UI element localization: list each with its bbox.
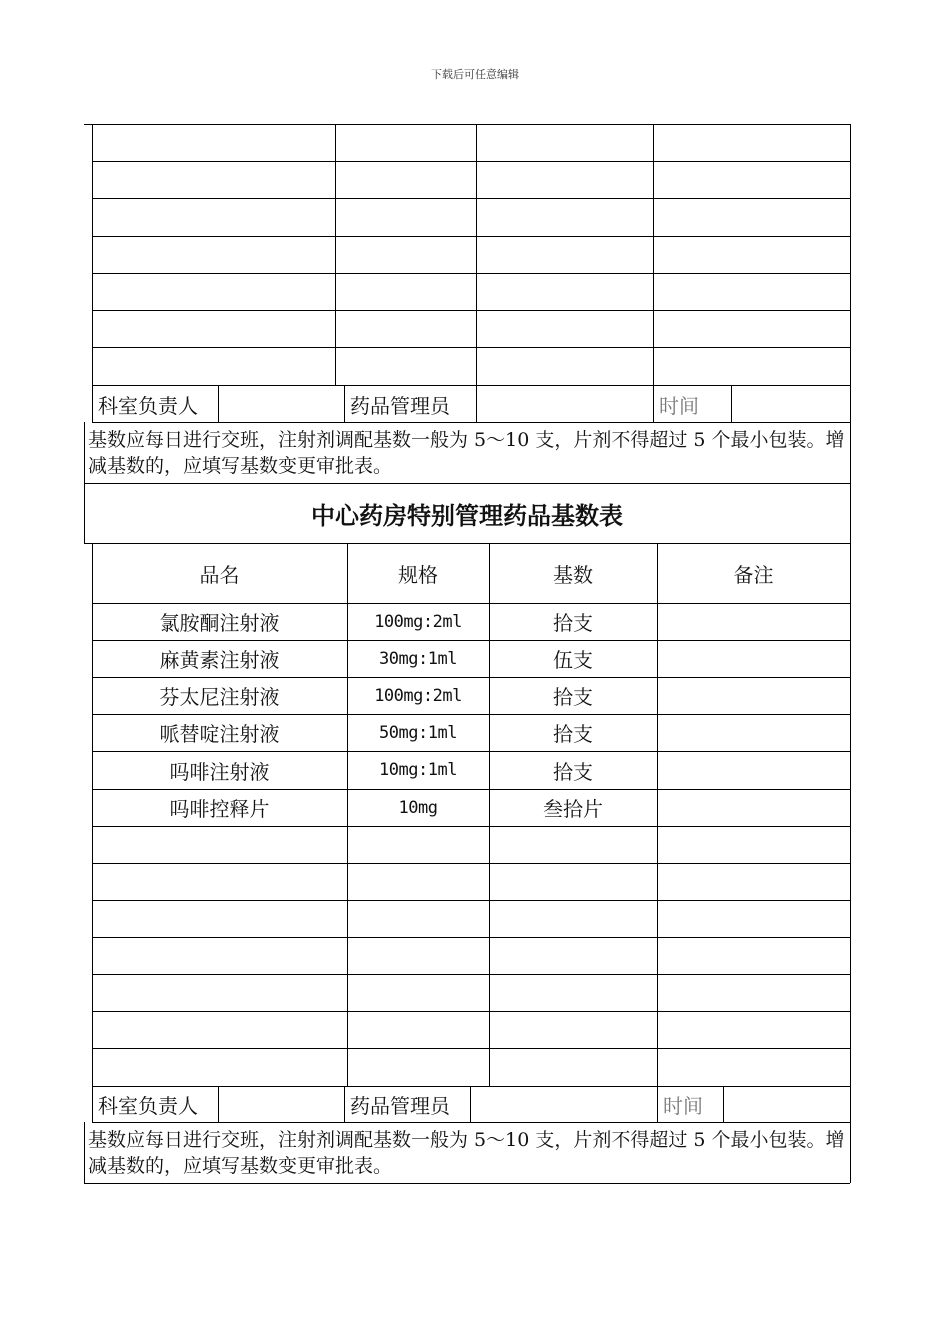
- drug-admin-value[interactable]: [470, 1086, 657, 1122]
- cell-remark[interactable]: [657, 900, 850, 937]
- border-line: [92, 273, 850, 274]
- border-line: [92, 161, 850, 162]
- cell-remark[interactable]: [657, 677, 850, 714]
- border-line: [92, 937, 850, 938]
- cell-spec: 30mg:1ml: [379, 648, 457, 669]
- border-line: [92, 826, 850, 827]
- cell-name: [92, 937, 347, 974]
- border-line: [347, 543, 348, 1086]
- cell-remark[interactable]: [657, 789, 850, 826]
- drug-admin-label: 药品管理员: [350, 1093, 450, 1118]
- border-line: [218, 385, 219, 422]
- top-drug-admin-label: 药品管理员: [350, 393, 450, 418]
- border-line: [476, 385, 477, 422]
- border-line: [92, 124, 93, 385]
- cell-spec: [347, 863, 489, 900]
- border-line: [92, 974, 850, 975]
- cell-spec: 100mg:2ml: [374, 611, 462, 632]
- cell-base-qty: 叁拾片: [543, 797, 603, 821]
- cell-base-qty: 拾支: [553, 722, 593, 746]
- cell-remark[interactable]: [657, 640, 850, 677]
- cell-name: 芬太尼注射液: [159, 685, 280, 709]
- border-line: [92, 543, 850, 544]
- header-spec: 规格: [398, 562, 438, 587]
- top-time-label: 时间: [659, 393, 699, 418]
- border-line: [344, 385, 345, 422]
- border-line: [723, 1086, 724, 1122]
- header-base-qty: 基数: [553, 562, 593, 587]
- cell-name: 吗啡控释片: [169, 797, 270, 821]
- time-label: 时间: [663, 1093, 703, 1118]
- cell-remark[interactable]: [657, 714, 850, 751]
- cell-base-qty: [489, 900, 657, 937]
- cell-name: [92, 863, 347, 900]
- top-dept-head-value[interactable]: [218, 386, 344, 422]
- cell-base-qty: 拾支: [553, 611, 593, 635]
- border-line: [850, 124, 851, 385]
- cell-spec: [347, 1048, 489, 1086]
- cell-spec: 50mg:1ml: [379, 722, 457, 743]
- table-title: 中心药房特别管理药品基数表: [311, 501, 623, 530]
- cell-remark[interactable]: [657, 863, 850, 900]
- border-line: [850, 543, 851, 1086]
- border-line: [92, 789, 850, 790]
- border-line: [92, 198, 850, 199]
- cell-remark[interactable]: [657, 974, 850, 1011]
- border-line: [657, 543, 658, 1086]
- cell-base-qty: [489, 974, 657, 1011]
- border-line: [92, 751, 850, 752]
- border-line: [657, 1086, 658, 1122]
- border-line: [92, 603, 850, 604]
- cell-name: [92, 1011, 347, 1048]
- border-line: [92, 422, 850, 423]
- cell-remark[interactable]: [657, 603, 850, 640]
- border-line: [653, 124, 654, 385]
- border-line: [92, 236, 850, 237]
- cell-name: 哌替啶注射液: [159, 722, 280, 746]
- border-line: [335, 124, 336, 385]
- border-line: [850, 1086, 851, 1122]
- border-line: [92, 714, 850, 715]
- border-line: [92, 1086, 850, 1087]
- top-time-value[interactable]: [731, 386, 849, 422]
- dept-head-value[interactable]: [218, 1086, 344, 1122]
- cell-name: [92, 900, 347, 937]
- border-line: [92, 1122, 850, 1123]
- cell-spec: [347, 826, 489, 863]
- cell-name: [92, 1048, 347, 1086]
- border-line: [92, 385, 850, 386]
- border-line: [470, 1086, 471, 1122]
- dept-head-label: 科室负责人: [98, 1093, 198, 1118]
- cell-remark[interactable]: [657, 751, 850, 789]
- cell-name: [92, 974, 347, 1011]
- cell-remark[interactable]: [657, 1011, 850, 1048]
- margin-tick: [84, 124, 92, 125]
- border-line: [218, 1086, 219, 1122]
- cell-name: 麻黄素注射液: [159, 648, 280, 672]
- top-note: 基数应每日进行交班，注射剂调配基数一般为 5～10 支，片剂不得超过 5 个最小包装。增减基数的，应填写基数变更审批表。: [88, 429, 845, 477]
- border-line: [731, 385, 732, 422]
- border-line: [92, 347, 850, 348]
- cell-remark[interactable]: [657, 1048, 850, 1086]
- border-line: [92, 124, 850, 125]
- cell-base-qty: [489, 1048, 657, 1086]
- cell-spec: [347, 1011, 489, 1048]
- cell-base-qty: [489, 937, 657, 974]
- border-line: [92, 1086, 93, 1122]
- cell-remark[interactable]: [657, 937, 850, 974]
- cell-spec: 100mg:2ml: [374, 685, 462, 706]
- cell-base-qty: [489, 863, 657, 900]
- cell-base-qty: 拾支: [553, 759, 593, 784]
- border-line: [92, 310, 850, 311]
- border-line: [92, 385, 93, 422]
- page-header-note: 下载后可任意编辑: [431, 68, 519, 81]
- top-drug-admin-value[interactable]: [476, 386, 653, 422]
- cell-spec: 10mg: [398, 797, 438, 818]
- cell-spec: [347, 900, 489, 937]
- border-line: [476, 124, 477, 385]
- cell-spec: 10mg:1ml: [379, 760, 457, 780]
- cell-spec: [347, 937, 489, 974]
- main-note: 基数应每日进行交班，注射剂调配基数一般为 5～10 支，片剂不得超过 5 个最小包装。增减基数的，应填写基数变更审批表。: [88, 1129, 845, 1177]
- cell-remark[interactable]: [657, 826, 850, 863]
- border-line: [653, 385, 654, 422]
- border-line: [850, 385, 851, 422]
- cell-name: [92, 826, 347, 863]
- border-line: [850, 1122, 851, 1183]
- border-line: [92, 1011, 850, 1012]
- border-line: [84, 1122, 85, 1183]
- cell-name: 氯胺酮注射液: [159, 611, 280, 635]
- border-line: [344, 1086, 345, 1122]
- border-line: [850, 422, 851, 543]
- cell-spec: [347, 974, 489, 1011]
- cell-base-qty: [489, 826, 657, 863]
- border-line: [489, 543, 490, 1086]
- border-line: [92, 900, 850, 901]
- header-remark[interactable]: 备注: [733, 562, 774, 587]
- cell-base-qty: 伍支: [553, 648, 593, 672]
- header-name: 品名: [199, 562, 240, 587]
- top-dept-head-label: 科室负责人: [98, 393, 198, 418]
- cell-base-qty: [489, 1011, 657, 1048]
- time-value[interactable]: [723, 1086, 849, 1122]
- border-line: [92, 1048, 850, 1049]
- border-line: [92, 677, 850, 678]
- cell-name: 吗啡注射液: [169, 759, 270, 784]
- border-line: [92, 640, 850, 641]
- border-line: [84, 483, 850, 484]
- border-line: [92, 543, 93, 1086]
- border-line: [84, 1183, 850, 1184]
- cell-base-qty: 拾支: [553, 685, 593, 709]
- border-line: [92, 863, 850, 864]
